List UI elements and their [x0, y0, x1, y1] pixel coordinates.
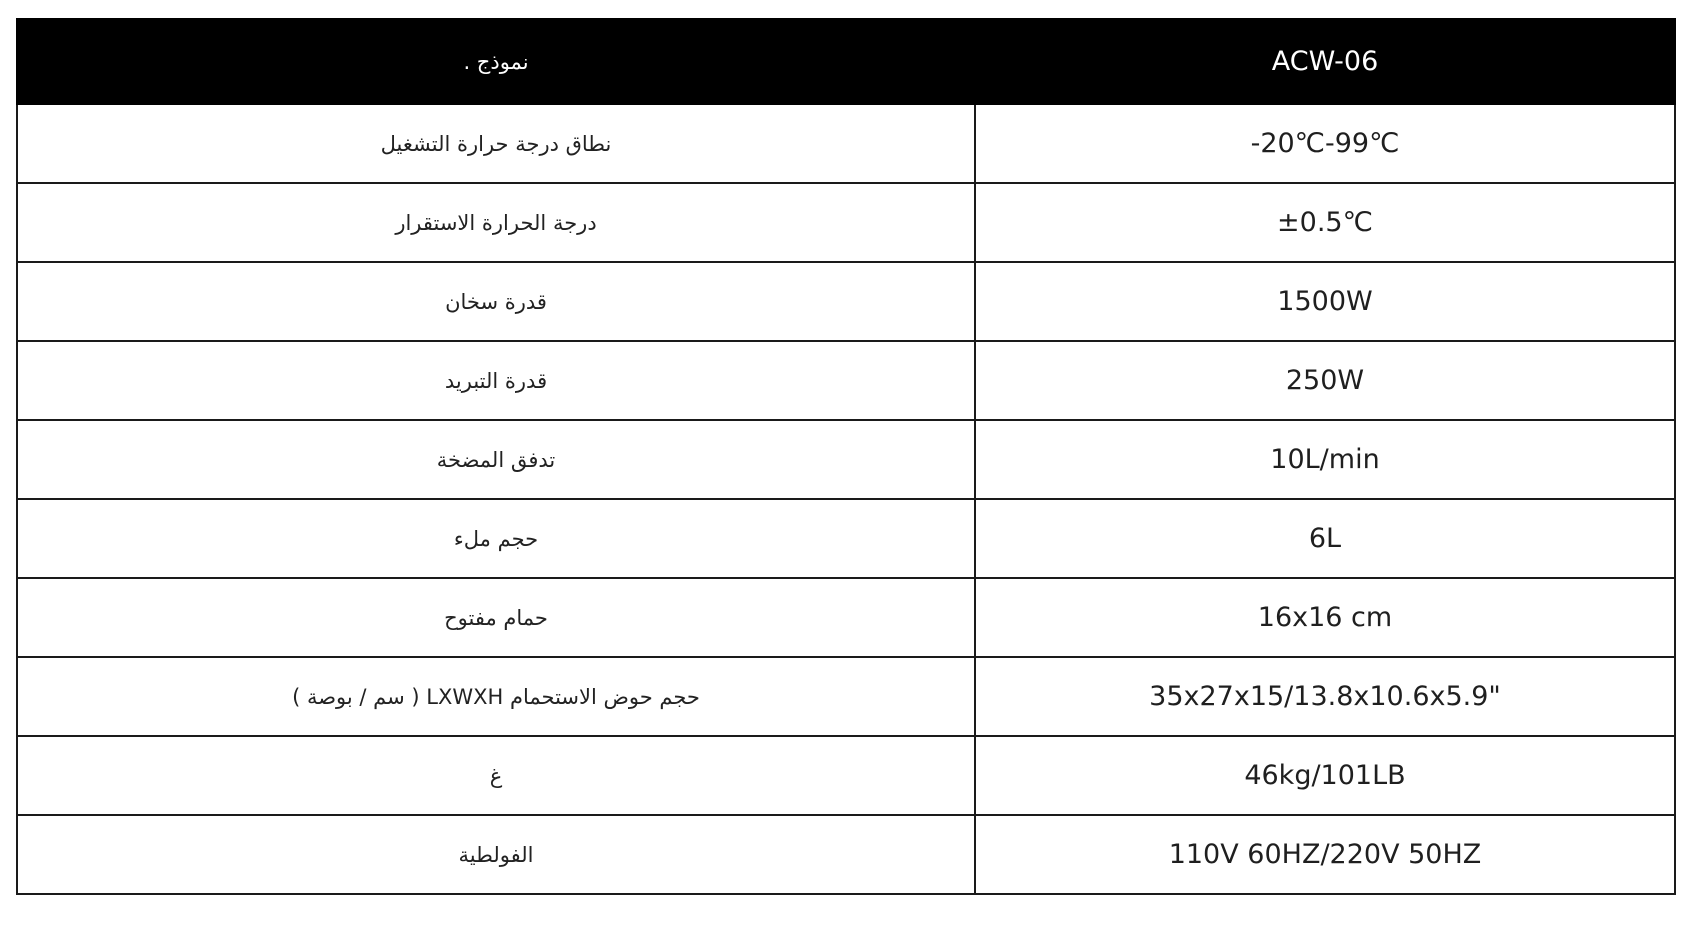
spec-label: حجم ملء — [17, 499, 975, 578]
spec-label: نطاق درجة حرارة التشغيل — [17, 104, 975, 183]
spec-value: -20℃-99℃ — [975, 104, 1675, 183]
spec-label: تدفق المضخة — [17, 420, 975, 499]
table-header-row — [17, 19, 1675, 104]
table-row — [17, 499, 1675, 578]
table-row — [17, 578, 1675, 657]
specifications-table — [16, 18, 1676, 895]
spec-value: 110V 60HZ/220V 50HZ — [975, 815, 1675, 894]
spec-value: 35x27x15/13.8x10.6x5.9" — [975, 657, 1675, 736]
spec-value: ±0.5℃ — [975, 183, 1675, 262]
header-label-cell: نموذج . — [17, 19, 975, 104]
table-row — [17, 262, 1675, 341]
spec-value: 16x16 cm — [975, 578, 1675, 657]
spec-label: حمام مفتوح — [17, 578, 975, 657]
spec-value: 10L/min — [975, 420, 1675, 499]
table-row — [17, 420, 1675, 499]
spec-label: الفولطية — [17, 815, 975, 894]
spec-value: 250W — [975, 341, 1675, 420]
header-model-cell: ACW-06 — [975, 19, 1675, 104]
spec-value: 1500W — [975, 262, 1675, 341]
table-row — [17, 341, 1675, 420]
spec-value: 6L — [975, 499, 1675, 578]
spec-label: درجة الحرارة الاستقرار — [17, 183, 975, 262]
table-row — [17, 183, 1675, 262]
spec-label: قدرة التبريد — [17, 341, 975, 420]
spec-label: قدرة سخان — [17, 262, 975, 341]
table-row — [17, 104, 1675, 183]
spec-label: حجم حوض الاستحمام LXWXH ( سم / بوصة ) — [17, 657, 975, 736]
table-row — [17, 657, 1675, 736]
table-row — [17, 736, 1675, 815]
spec-value: 46kg/101LB — [975, 736, 1675, 815]
spec-label: غ — [17, 736, 975, 815]
table-row — [17, 815, 1675, 894]
